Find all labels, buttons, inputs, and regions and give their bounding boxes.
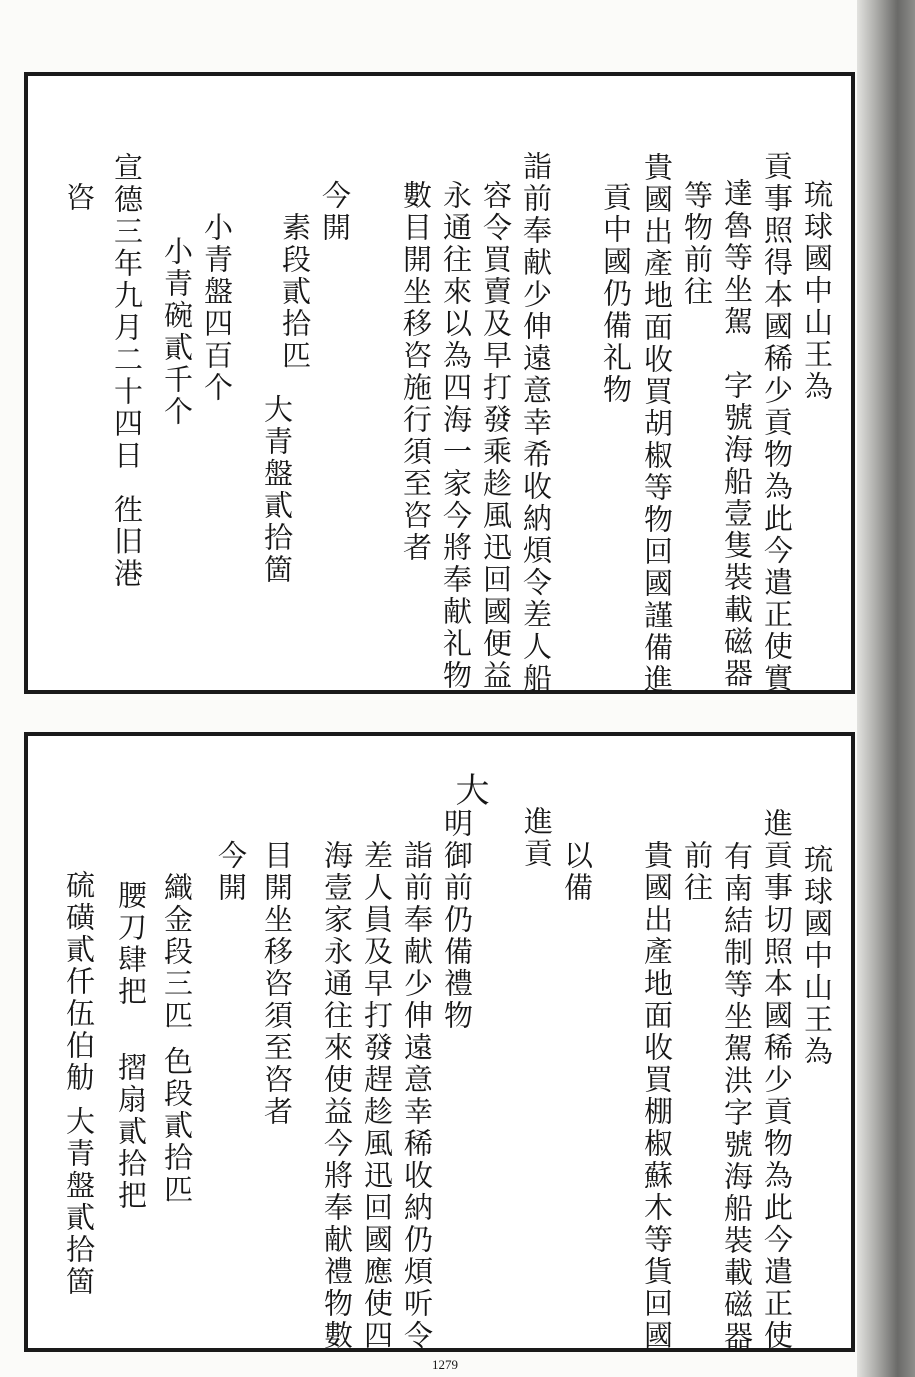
text-column: 素段貳拾匹 [278, 212, 312, 372]
text-column: 今開 [214, 840, 248, 904]
text-column: 明御前仍備禮物 [440, 808, 474, 1032]
text-column: 貢中國仍備礼物 [599, 182, 633, 406]
text-column: 咨 [62, 182, 96, 214]
text-column: 有南結制等坐駕洪字號海船裝載磁器 [720, 841, 754, 1353]
text-column: 小青盤四百个 [200, 212, 234, 404]
text-column: 詣前奉献少伸遠意幸稀收納仍煩听令 [400, 840, 434, 1352]
page-number: 1279 [432, 1357, 458, 1372]
text-column: 宣德三年九月二十四日 [110, 152, 144, 472]
text-column: 大 [449, 772, 489, 808]
text-column: 永通往來以為四海一家今將奉献礼物 [439, 180, 473, 692]
text-column: 硫磺貳仟伍伯觔 [62, 870, 96, 1094]
text-column: 色段貳拾匹 [160, 1046, 194, 1206]
text-column: 貢事照得本國稀少貢物為此今遣正使實 [760, 151, 794, 695]
document-panel-bottom [24, 732, 855, 1352]
text-column: 等物前往 [680, 180, 714, 308]
document-panel-top [24, 72, 855, 694]
text-column: 目開坐移咨須至咨者 [260, 840, 294, 1128]
text-column: 琉球國中山王為 [800, 844, 834, 1068]
text-column: 達魯等坐駕 字號海船壹隻裝載磁器 [720, 178, 754, 690]
text-column: 容令買賣及早打發乘趁風迅回國便益 [479, 180, 513, 692]
text-column: 徃旧港 [110, 494, 144, 590]
text-column: 以備 [560, 840, 594, 904]
text-column: 貴國出產地面收買棚椒蘇木等貨回國 [640, 840, 674, 1352]
text-column: 今開 [318, 180, 352, 244]
text-column: 數目開坐移咨施行須至咨者 [399, 180, 433, 564]
text-column: 海壹家永通往來使益今將奉献禮物數 [320, 840, 354, 1352]
text-column: 大青盤貳拾箇 [260, 394, 294, 586]
text-column: 貴國出產地面收買胡椒等物回國謹備進 [640, 152, 674, 696]
text-column: 進貢事切照本國稀少貢物為此今遣正使 [760, 808, 794, 1352]
text-column: 琉球國中山王為 [800, 179, 834, 403]
text-column: 進貢 [520, 806, 554, 870]
text-column: 詣前奉献少伸遠意幸希收納煩令差人船 [519, 151, 553, 695]
text-column: 摺扇貳拾把 [114, 1052, 148, 1212]
text-column: 小青碗貳千个 [160, 236, 194, 428]
text-column: 前往 [680, 840, 714, 904]
text-column: 織金段三匹 [160, 872, 194, 1032]
text-column: 腰刀肆把 [114, 880, 148, 1008]
text-column: 差人員及早打發趕趁風迅回國應使四 [360, 840, 394, 1352]
book-binding-edge [857, 0, 915, 1377]
text-column: 大青盤貳拾箇 [62, 1106, 96, 1298]
